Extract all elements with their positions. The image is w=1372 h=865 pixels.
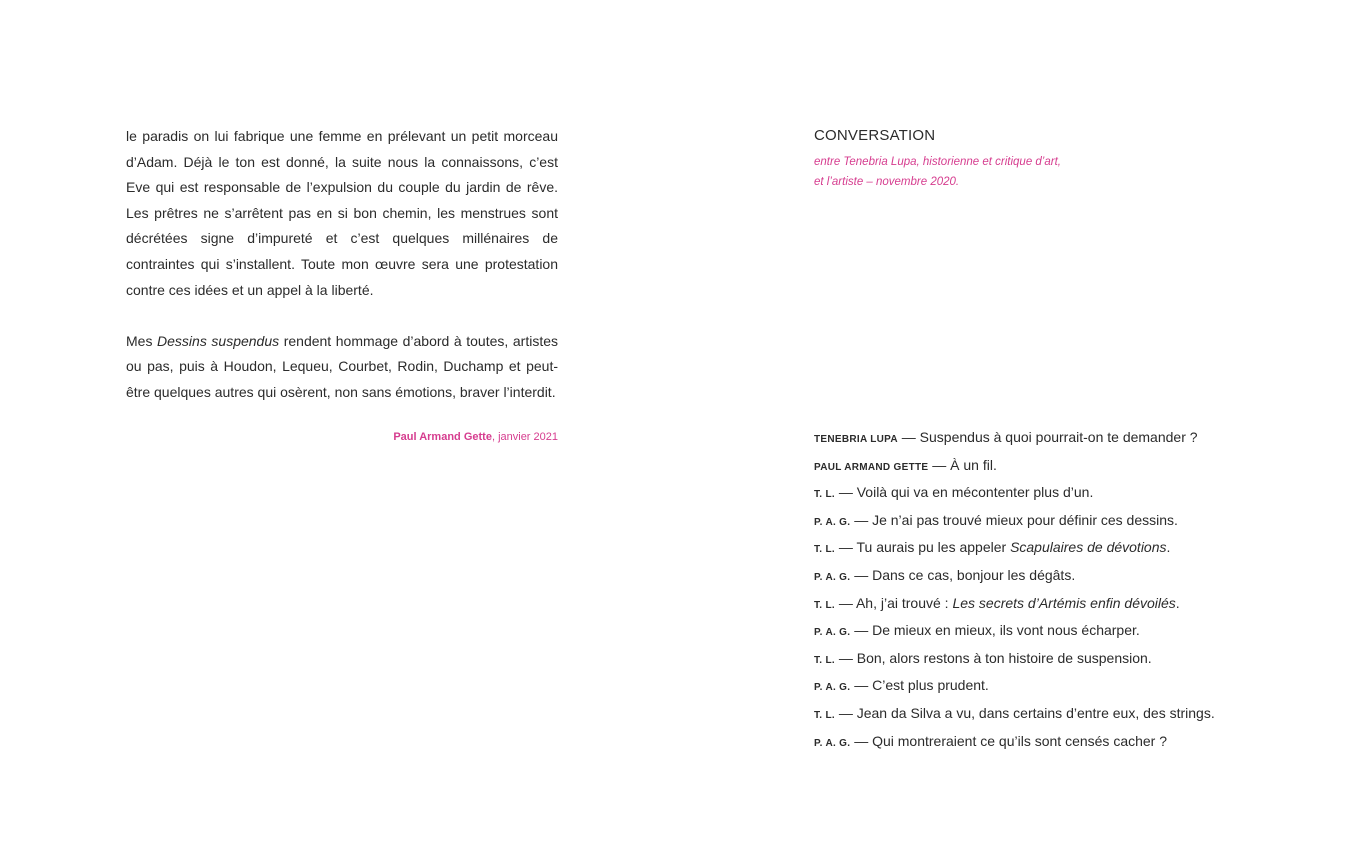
signature-date: , janvier 2021	[491, 431, 558, 444]
speaker-label: T. L.	[814, 709, 835, 721]
dialogue-line	[814, 535, 1274, 563]
dialogue-title-italic: Les secrets d’Artémis enfin dévoilés	[952, 594, 1176, 611]
dialogue-text-end: .	[1175, 594, 1180, 611]
speaker-label: T. L.	[814, 654, 835, 666]
paragraph-2	[126, 329, 558, 406]
right-page-header	[814, 126, 1274, 192]
dialogue-text: — Tu aurais pu les appeler	[834, 539, 1011, 556]
speaker-label: TENEBRIA LUPA	[814, 434, 898, 445]
dialogue-line	[814, 508, 1274, 536]
speaker-label: P. A. G.	[814, 571, 851, 583]
dialogue-line	[814, 673, 1274, 701]
dialogue-text-end: .	[1166, 539, 1171, 556]
speaker-label: T. L.	[814, 489, 835, 501]
dialogue-text: — Jean da Silva a vu, dans certains d’entre eux, des strings.	[834, 704, 1215, 721]
paragraph-1: le paradis on lui fabrique une femme en prélevant un petit morceau d’Adam. Déjà le ton est donné, la suite nous la connaissons, c’est Eve qui est responsable de l’expulsion du couple du jardin de rêve. Les prêtres ne s’arrêtent pas en si bon chemin, les menstrues sont décrétées signe d’impureté et c’est quelques millénaires de contraintes qui s’installent. Toute mon œuvre sera une protestation contre ces idées et un appel à la liberté.	[126, 128, 558, 298]
dialogue-text: — Qui montreraient ce qu’ils sont censés cacher ?	[850, 732, 1168, 749]
signature-name: Paul Armand Gette	[393, 431, 492, 444]
paragraph-2-lead: Mes	[126, 332, 158, 349]
speaker-label: PAUL ARMAND GETTE	[814, 461, 929, 473]
dialogue-text: — C’est plus prudent.	[850, 677, 989, 694]
dialogue-line	[814, 701, 1274, 729]
dialogue-text: — Suspendus à quoi pourrait-on te demander ?	[897, 429, 1198, 445]
dialogue-line	[814, 425, 1274, 453]
dialogue-text: — De mieux en mieux, ils vont nous écharper.	[850, 622, 1140, 639]
dialogue-line	[814, 563, 1274, 591]
speaker-label: P. A. G.	[814, 737, 851, 749]
speaker-label: P. A. G.	[814, 516, 851, 528]
dialogue-title-italic: Scapulaires de dévotions	[1010, 539, 1167, 556]
dialogue-line	[814, 646, 1274, 674]
dialogue-text: — Dans ce cas, bonjour les dégâts.	[850, 566, 1076, 583]
left-page	[126, 124, 558, 443]
subtitle-line-2: et l’artiste – novembre 2020.	[814, 176, 960, 188]
dialogue-line	[814, 618, 1274, 646]
dialogue-line	[814, 729, 1274, 757]
dialogue	[814, 425, 1274, 756]
dialogue-text: — Je n’ai pas trouvé mieux pour définir ces dessins.	[850, 511, 1178, 528]
conversation-subtitle	[814, 152, 1274, 192]
dialogue-line	[814, 591, 1274, 619]
speaker-label: P. A. G.	[814, 627, 851, 639]
dialogue-line	[814, 480, 1274, 508]
dialogue-text: — À un fil.	[928, 456, 997, 473]
dialogue-text: — Ah, j’ai trouvé :	[834, 594, 953, 611]
paragraph-2-rest: rendent hommage d’abord à toutes, artistes ou pas, puis à Houdon, Lequeu, Courbet, Rodin, Duchamp et peut-être quelques autres qui osèrent, non sans émotions, braver l’interdit.	[126, 332, 558, 400]
paragraph-2-title: Dessins suspendus	[157, 332, 280, 349]
dialogue-text: — Bon, alors restons à ton histoire de suspension.	[834, 649, 1152, 666]
dialogue-text: — Voilà qui va en mécontenter plus d’un.	[834, 484, 1094, 501]
subtitle-line-1: entre Tenebria Lupa, historienne et critique d’art,	[814, 156, 1061, 168]
signature	[126, 431, 558, 443]
speaker-label: T. L.	[814, 599, 835, 611]
dialogue-line	[814, 453, 1274, 481]
conversation-title: CONVERSATION	[814, 127, 936, 144]
speaker-label: T. L.	[814, 544, 835, 556]
speaker-label: P. A. G.	[814, 682, 851, 694]
